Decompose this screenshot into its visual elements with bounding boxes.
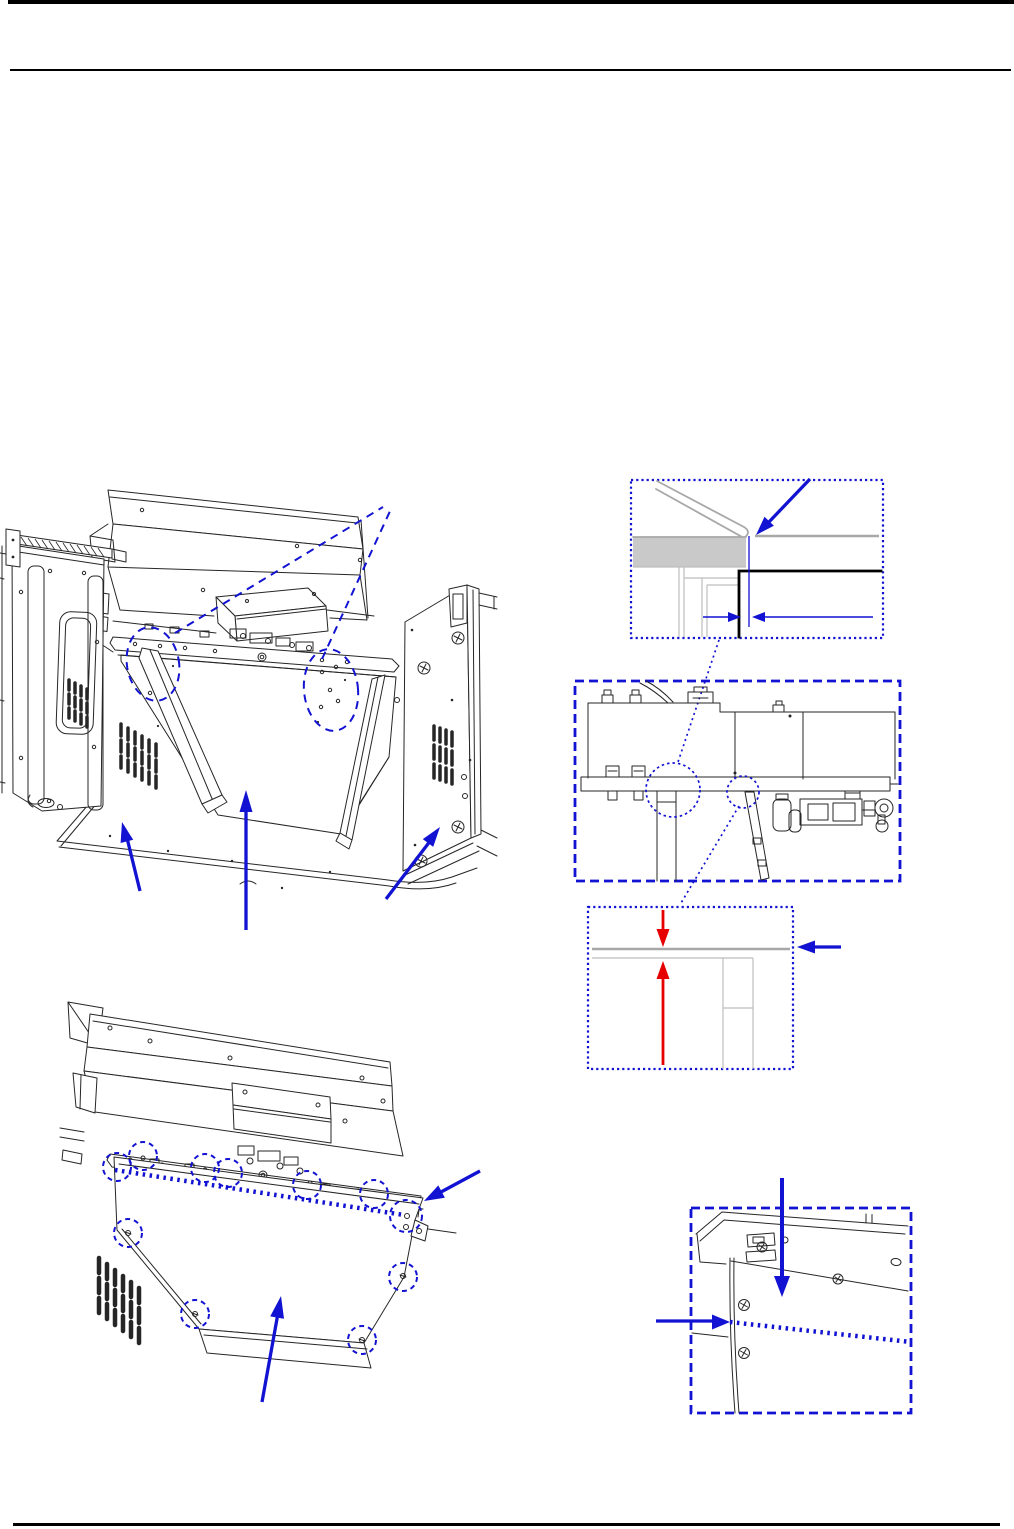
pneumatic-assembly-drawing bbox=[773, 791, 893, 832]
body-vent-grille bbox=[121, 724, 156, 788]
arrow-left-annotation bbox=[797, 941, 841, 954]
detail-box-edge-joint bbox=[631, 479, 883, 762]
figure-assembly-overview bbox=[0, 490, 497, 930]
figure-cover-refit bbox=[60, 1002, 480, 1402]
red-dimension-arrows bbox=[657, 910, 670, 1065]
detail-box-side-elevation bbox=[575, 681, 900, 903]
arrow-up-annotation bbox=[240, 790, 253, 930]
body-vent-grille bbox=[99, 1258, 139, 1343]
detail-box-border bbox=[588, 907, 793, 1069]
arrow-down-annotation bbox=[774, 1178, 790, 1297]
detail-box-border bbox=[691, 1208, 911, 1413]
detail-box-border bbox=[575, 681, 900, 881]
footer-rule bbox=[13, 1523, 1000, 1526]
detail-box-gap-measurement bbox=[588, 907, 841, 1069]
gap-dimension-arrows bbox=[703, 612, 873, 622]
arrow-pointer-annotation bbox=[756, 479, 810, 535]
arrow-right-annotation bbox=[656, 1315, 730, 1330]
circled-areas bbox=[646, 763, 759, 817]
right-cabinet-drawing bbox=[395, 585, 498, 884]
detail-leader-line bbox=[681, 806, 739, 903]
left-cabinet-drawing bbox=[0, 529, 126, 811]
fitting-edge-dotted-line bbox=[730, 1322, 911, 1342]
detail-box-cover-corner bbox=[656, 1178, 911, 1413]
arrow-down-left-annotation bbox=[424, 1171, 480, 1201]
